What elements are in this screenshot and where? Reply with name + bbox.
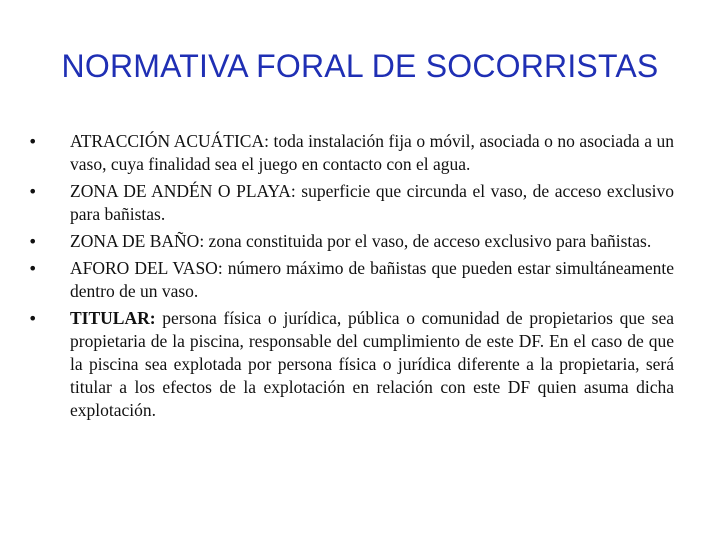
- list-item: [28, 130, 674, 176]
- list-item: [28, 257, 674, 303]
- term-label: ZONA DE BAÑO: [70, 231, 200, 251]
- term-label: ATRACCIÓN ACUÁTICA: [70, 131, 265, 151]
- bullet-icon: •: [28, 232, 38, 251]
- definition-text: : zona constituida por el vaso, de acceso exclusivo para bañistas.: [199, 231, 652, 251]
- list-item: [28, 180, 674, 226]
- term-label: AFORO DEL VASO: [70, 258, 218, 278]
- list-item: [28, 230, 674, 253]
- term-label: TITULAR:: [70, 308, 156, 328]
- bullet-icon: •: [28, 259, 38, 278]
- term-label: ZONA DE ANDÉN O PLAYA: [70, 181, 291, 201]
- list-item: [28, 307, 674, 422]
- bullet-list: [28, 130, 674, 426]
- bullet-icon: •: [28, 132, 38, 151]
- definition-text: : superficie que circunda el vaso, de acceso exclusivo para bañistas.: [70, 181, 674, 224]
- bullet-icon: •: [28, 182, 38, 201]
- definition-text: persona física o jurídica, pública o comunidad de propietarios que sea propietaria de la piscina, responsable del cumplimiento de este DF. En el caso de que la piscina sea explotada por persona física o jurídica diferente a la propietaria, será titular a los efectos de la explotación en relación con este DF quien asuma dicha explotación.: [70, 308, 674, 420]
- definition-text: : número máximo de bañistas que pueden estar simultáneamente dentro de un vaso.: [70, 258, 674, 301]
- bullet-icon: •: [28, 309, 38, 328]
- slide-title: NORMATIVA FORAL DE SOCORRISTAS: [61, 48, 659, 84]
- definition-text: : toda instalación fija o móvil, asociada o no asociada a un vaso, cuya finalidad sea el juego en contacto con el agua.: [70, 131, 674, 174]
